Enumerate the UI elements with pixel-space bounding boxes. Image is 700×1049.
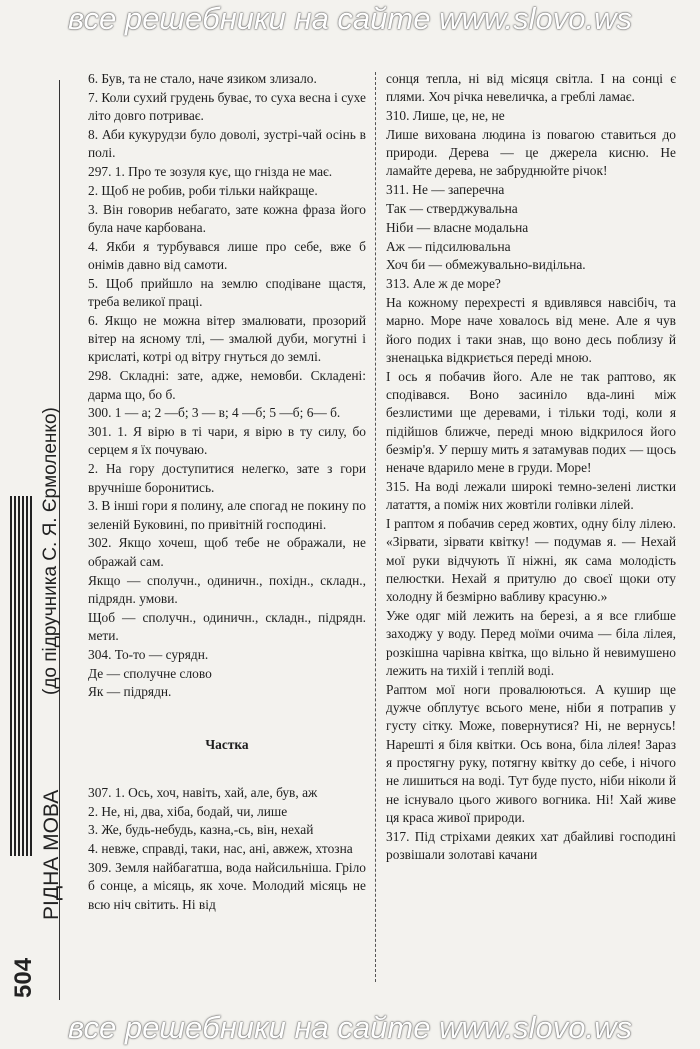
paragraph: 3. Він говорив небагато, зате кожна фраза його була наче карбована.	[88, 201, 366, 235]
paragraph: 6. Якщо не можна вітер змалювати, прозорий вітер на ясному тлі, — змалюй дуби, могутні і крислаті, котрі од вітру гнуться до землі.	[88, 312, 366, 365]
spine-subject: РІДНА МОВА	[40, 789, 63, 920]
paragraph: 307. 1. Ось, хоч, навіть, хай, але, був, аж	[88, 784, 318, 800]
paragraph: 313. Але ж де море?	[386, 276, 501, 292]
spine-decoration	[10, 496, 34, 856]
paragraph: 2. На гору доступитися нелегко, зате з гори вручніше боронитись.	[88, 461, 366, 495]
section-heading: Частка	[205, 736, 249, 752]
paragraph: сонця тепла, ні від місяця світла. І на сонці є плями. Хоч річка невеличка, а греблі ламає.	[386, 71, 676, 105]
paragraph: 310. Лише, це, не, не	[386, 108, 505, 124]
paragraph: 302. Якщо хочеш, щоб тебе не ображали, не ображай сам.	[88, 535, 366, 569]
paragraph: 300. 1 — а; 2 —б; 3 — в; 4 —б; 5 —б; 6— б.	[88, 405, 341, 421]
paragraph: 2. Не, ні, два, хіба, бодай, чи, лише	[88, 803, 288, 819]
paragraph: Ніби — власне модальна	[386, 219, 529, 235]
paragraph: Так — стверджувальна	[386, 201, 518, 217]
paragraph: 309. Земля найбагатша, вода найсильніша. Гріло б сонце, а місяць, як хоче. Молодий місяць не всю ніч світить. Ні від	[88, 860, 366, 912]
column-divider	[375, 72, 376, 982]
paragraph: 8. Аби кукурудзи було доволі, зустрі-чай осінь в полі.	[88, 126, 366, 161]
paragraph: 7. Коли сухий грудень буває, то суха весна і сухе літо довго потриває.	[88, 89, 366, 124]
page-number: 504	[10, 957, 37, 998]
paragraph: 3. В інші гори я полину, але спогад не покину по зеленій Буковині, по привітній господині.	[88, 498, 366, 532]
paragraph: 5. Щоб прийшло на землю сподіване щастя, треба великої праці.	[88, 275, 366, 310]
paragraph: 6. Був, та не стало, наче язиком злизало.	[88, 71, 317, 86]
paragraph: Уже одяг мій лежить на березі, а я все глибше заходжу у воду. Перед моїми очима — біла лілея, розкішна чарівна квітка, що вільно й невимушено лежить на тихій і теплій воді.	[386, 608, 676, 678]
paragraph: І раптом я побачив серед жовтих, одну білу лілею. «Зірвати, зірвати квітку! — подумав я. — Нехай мої руки відчують її ніжні, як сама молодість пелюстки. Нехай я притулю до своєї щоки оту холодну й безмірно вабливу красуню.»	[386, 516, 676, 605]
paragraph: 3. Же, будь-небудь, казна,-сь, він, нехай	[88, 822, 314, 838]
paragraph: Якщо — сполучн., одиничн., похідн., складн., підрядн. умови.	[88, 572, 366, 606]
paragraph: 315. На воді лежали широкі темно-зелені листки латаття, а поміж них жовтіли голівки лілей.	[386, 479, 676, 513]
paragraph: 297. 1. Про те зозуля кує, що гнізда не має.	[88, 163, 333, 179]
paragraph: 4. невже, справді, таки, нас, ані, авжеж, хтозна	[88, 841, 353, 857]
paragraph: Раптом мої ноги провалюються. А кушир ще дужче обплутує всього мене, ніби я потрапив у густу сітку. Може, повернутися? Ні, не вернусь! Нарешті я біля квітки. Ось вона, біла лілея! Зараз я простягну руку, потягну квітку до себе, і нічого не лишиться на воді. Тут буде пусто, ніби ніколи й не існувало цього живого вогника. Ні! Хай живе ця краса живої природи.	[386, 681, 676, 825]
paragraph: 311. Не — заперечна	[386, 182, 505, 198]
right-column	[386, 70, 676, 865]
spine-author: (до підручника С. Я. Єрмоленко)	[40, 407, 61, 695]
paragraph: На кожному перехресті я вдивлявся навсібіч, та марно. Море наче ховалось від мене. Але я чув його подих і таки знав, що воно десь поблизу й зненацька відкриється переді мною.	[386, 295, 676, 365]
paragraph: 298. Складні: зате, адже, немовби. Складені: дарма що, бо б.	[88, 368, 366, 402]
paragraph: Щоб — сполучн., одиничн., складн., підрядн. мети.	[88, 609, 366, 643]
paragraph: Лише вихована людина із повагою ставиться до природи. Дерева — це джерела кисню. Не ламайте дерева, не забруднюйте річок!	[386, 126, 676, 179]
book-spine	[4, 40, 76, 1000]
paragraph: 317. Під стріхами деяких хат дбайливі господині розвішали золотаві качани	[386, 828, 676, 862]
paragraph: 2. Щоб не робив, роби тільки найкраще.	[88, 182, 318, 198]
watermark-bottom: все решебники на сайте www.slovo.ws	[67, 1010, 633, 1045]
paragraph: І ось я побачив його. Але не так раптово, як сподівався. Воно засиніло вда-лині між безлистими ще деревами, і тільки тоді, коли я підійшов ближче, переді мною відкрилося його безмір'я. У першу мить я затамував подих — щось неначе вдарило мене в груди. Море!	[386, 368, 676, 476]
paragraph: 4. Якби я турбувався лише про себе, вже б онімів давно від самоти.	[88, 238, 366, 272]
paragraph: Аж — підсилювальна	[386, 238, 511, 254]
paragraph: Як — підрядн.	[88, 684, 172, 700]
paragraph: 304. То-то — сурядн.	[88, 646, 209, 662]
paragraph: 301. 1. Я вірю в ті чари, я вірю в ту силу, бо серцем я їх почуваю.	[88, 424, 366, 458]
paragraph: Де — сполучне слово	[88, 665, 212, 681]
watermark-top: все решебники на сайте www.slovo.ws	[67, 1, 633, 36]
paragraph: Хоч би — обмежувально-видільна.	[386, 257, 586, 273]
left-column	[88, 70, 366, 914]
